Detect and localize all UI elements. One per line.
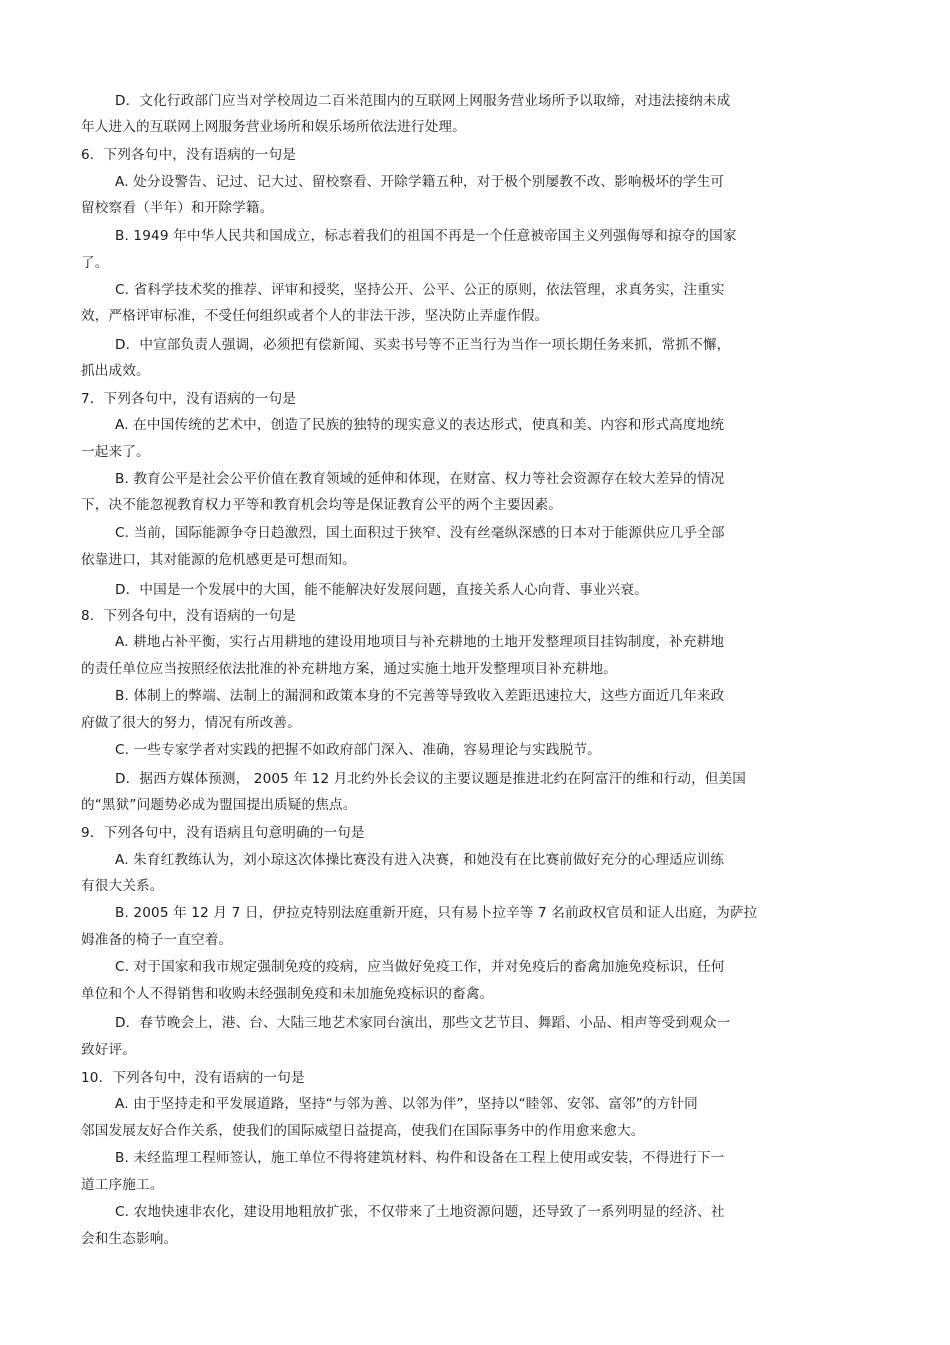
q9-option-c-line-1: C. 对于国家和我市规定强制免疫的疫病，应当做好免疫工作，并对免疫后的畜禽加施免疫标识，任何 (115, 959, 725, 975)
q7-option-a-line-1: A. 在中国传统的艺术中，创造了民族的独特的现实意义的表达形式，使真和美、内容和形式高度地统 (115, 417, 725, 433)
q8-option-a-line-2: 的责任单位应当按照经依法批准的补充耕地方案，通过实施土地开发整理项目补充耕地。 (81, 661, 618, 677)
q6-heading: 6．下列各句中，没有语病的一句是 (81, 147, 296, 163)
q7-option-b-line-1: B. 教育公平是社会公平价值在教育领域的延伸和体现，在财富、权力等社会资源存在较大差异的情况 (115, 471, 725, 487)
q9-option-a-line-2: 有很大关系。 (81, 878, 164, 894)
q6-option-b-line-2: 了。 (81, 255, 109, 271)
q5-option-d-line-2: 年人进入的互联网上网服务营业场所和娱乐场所依法进行处理。 (81, 119, 466, 135)
q8-option-b-line-2: 府做了很大的努力，情况有所改善。 (81, 715, 301, 731)
q9-option-b-line-1: B. 2005 年 12 月 7 日，伊拉克特别法庭重新开庭，只有易卜拉辛等 7 名前政权官员和证人出庭，为萨拉 (115, 905, 758, 921)
q10-heading: 10．下列各句中，没有语病的一句是 (81, 1070, 305, 1086)
q6-option-c-line-2: 效，严格评审标准，不受任何组织或者个人的非法干涉，坚决防止弄虚作假。 (81, 308, 549, 324)
q7-option-c-line-1: C. 当前，国际能源争夺日趋激烈，国土面积过于狭窄、没有丝毫纵深感的日本对于能源供应几乎全部 (115, 525, 725, 541)
q6-option-b-line-1: B. 1949 年中华人民共和国成立，标志着我们的祖国不再是一个任意被帝国主义列强侮辱和掠夺的国家 (115, 228, 737, 244)
q9-option-d-line-2: 致好评。 (81, 1042, 136, 1058)
q10-option-c-line-2: 会和生态影响。 (81, 1231, 178, 1247)
q8-option-a-line-1: A. 耕地占补平衡，实行占用耕地的建设用地项目与补充耕地的土地开发整理项目挂钩制度，补充耕地 (115, 634, 725, 650)
q10-option-b-line-1: B. 未经监理工程师签认，施工单位不得将建筑材料、构件和设备在工程上使用或安装，不得进行下一 (115, 1150, 725, 1166)
q8-heading: 8．下列各句中，没有语病的一句是 (81, 608, 296, 624)
q9-heading: 9．下列各句中，没有语病且句意明确的一句是 (81, 825, 365, 841)
q8-option-d-line-1: D．据西方媒体预测， 2005 年 12 月北约外长会议的主要议题是推进北约在阿富汗的维和行动，但美国 (115, 771, 747, 787)
q6-option-d-line-2: 抓出成效。 (81, 363, 150, 379)
q6-option-d-line-1: D．中宣部负责人强调，必须把有偿新闻、买卖书号等不正当行为当作一项长期任务来抓，常抓不懈， (115, 337, 731, 353)
q5-option-d-line-1: D．文化行政部门应当对学校周边二百米范围内的互联网上网服务营业场所予以取缔，对违法接纳未成 (115, 93, 731, 109)
q9-option-c-line-2: 单位和个人不得销售和收购未经强制免疫和未加施免疫标识的畜禽。 (81, 986, 494, 1002)
q9-option-d-line-1: D．春节晚会上，港、台、大陆三地艺术家同台演出，那些文艺节目、舞蹈、小品、相声等受到观众一 (115, 1015, 731, 1031)
q6-option-c-line-1: C. 省科学技术奖的推荐、评审和授奖，坚持公开、公平、公正的原则，依法管理，求真务实，注重实 (115, 282, 725, 298)
q7-option-a-line-2: 一起来了。 (81, 444, 150, 460)
q7-option-c-line-2: 依靠进口，其对能源的危机感更是可想而知。 (81, 552, 356, 568)
q6-option-a-line-2: 留校察看（半年）和开除学籍。 (81, 200, 274, 216)
q8-option-c-line-1: C. 一些专家学者对实践的把握不如政府部门深入、准确，容易理论与实践脱节。 (115, 742, 601, 758)
q10-option-c-line-1: C. 农地快速非农化，建设用地粗放扩张，不仅带来了土地资源问题，还导致了一系列明显的经济、社 (115, 1204, 725, 1220)
q8-option-d-line-2: 的“黑狱”问题势必成为盟国提出质疑的焦点。 (81, 797, 357, 813)
q8-option-b-line-1: B. 体制上的弊端、法制上的漏洞和政策本身的不完善等导致收入差距迅速拉大，这些方面近几年来政 (115, 688, 725, 704)
q10-option-b-line-2: 道工序施工。 (81, 1177, 164, 1193)
q7-option-d-line-1: D．中国是一个发展中的大国，能不能解决好发展问题，直接关系人心向背、事业兴衰。 (115, 582, 648, 598)
q6-option-a-line-1: A. 处分设警告、记过、记大过、留校察看、开除学籍五种，对于极个别屡教不改、影响极坏的学生可 (115, 174, 725, 190)
q9-option-a-line-1: A. 朱育红教练认为，刘小琼这次体操比赛没有进入决赛，和她没有在比赛前做好充分的心理适应训练 (115, 852, 725, 868)
q10-option-a-line-2: 邻国发展友好合作关系，使我们的国际威望日益提高，使我们在国际事务中的作用愈来愈大。 (81, 1123, 645, 1139)
q7-option-b-line-2: 下，决不能忽视教育权力平等和教育机会均等是保证教育公平的两个主要因素。 (81, 497, 563, 513)
q7-heading: 7．下列各句中，没有语病的一句是 (81, 391, 296, 407)
q9-option-b-line-2: 姆准备的椅子一直空着。 (81, 932, 233, 948)
q10-option-a-line-1: A. 由于坚持走和平发展道路，坚持“与邻为善、以邻为伴”，坚持以“睦邻、安邻、富邻”的方针同 (115, 1096, 698, 1112)
